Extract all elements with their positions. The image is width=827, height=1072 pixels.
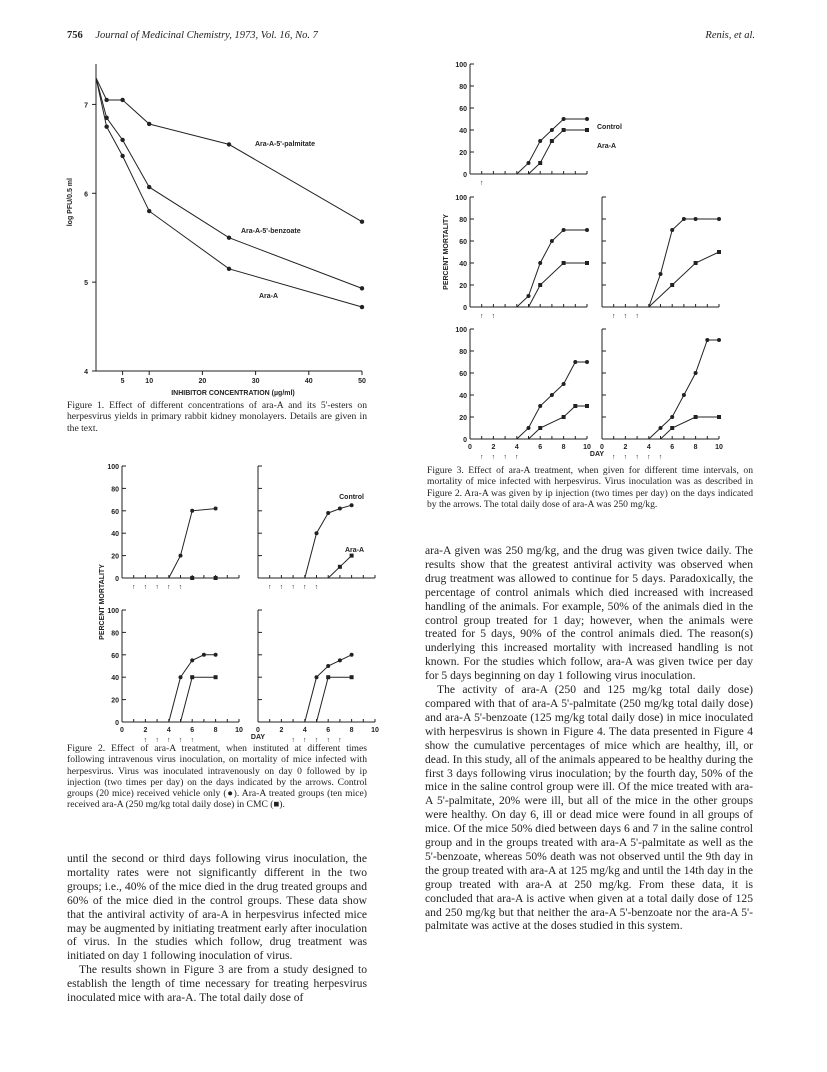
arrow-icon: ↑: [611, 454, 616, 461]
y-tick-label: 100: [455, 195, 467, 202]
x-axis-title: DAY: [250, 734, 266, 741]
y-tick-label: 60: [459, 106, 467, 113]
arrow-icon: ↑: [178, 584, 183, 591]
ara-a-point: [538, 161, 542, 165]
control-line: [649, 340, 719, 439]
x-tick-label: 0: [120, 727, 124, 734]
y-tick-label: 6: [84, 191, 88, 199]
arrow-icon: ↑: [314, 584, 319, 591]
x-axis-title: DAY: [589, 451, 605, 458]
y-tick-label: 100: [107, 464, 119, 471]
x-tick-label: 8: [561, 444, 566, 451]
ara-a-point: [670, 283, 674, 287]
y-tick-label: 40: [459, 261, 467, 268]
control-point: [214, 653, 218, 657]
page-number: 756: [67, 30, 83, 41]
x-tick-label: 4: [166, 727, 171, 734]
arrow-icon: ↑: [479, 454, 484, 461]
arrow-icon: ↑: [503, 454, 507, 461]
arrow-icon: ↑: [291, 584, 295, 591]
x-tick-label: 6: [190, 727, 195, 734]
x-tick-label: 0: [468, 444, 472, 451]
x-tick-label: 10: [235, 727, 243, 734]
ara-a-point: [694, 261, 698, 265]
control-point: [527, 161, 531, 165]
figure-3-chart: [430, 62, 750, 462]
y-tick-label: 80: [459, 84, 467, 91]
y-tick-label: 40: [459, 393, 467, 400]
control-point: [705, 338, 709, 342]
control-point: [338, 658, 342, 662]
control-point: [694, 371, 698, 375]
control-point: [538, 139, 542, 143]
ara-a-point: [694, 415, 698, 419]
arrow-icon: ↑: [326, 737, 330, 744]
data-point: [360, 305, 364, 309]
y-tick-label: 0: [463, 305, 467, 312]
series-label-ara-a: Ara-A: [344, 547, 364, 554]
control-point: [179, 675, 183, 679]
y-tick-label: 20: [459, 150, 467, 157]
control-point: [585, 117, 589, 121]
arrow-icon: ↑: [303, 737, 307, 744]
y-axis-title: PERCENT MORTALITY: [99, 564, 106, 640]
ara-a-point: [190, 576, 194, 580]
control-point: [550, 128, 554, 132]
control-point: [527, 294, 531, 298]
left-column-text: [67, 852, 367, 1005]
series-label-control: Control: [597, 124, 622, 131]
arrow-icon: ↑: [167, 584, 171, 591]
control-point: [682, 393, 686, 397]
x-tick-label: 10: [583, 444, 591, 451]
ara-a-point: [562, 261, 566, 265]
ara-a-point: [562, 128, 566, 132]
ara-a-point: [585, 128, 589, 132]
ara-a-point: [190, 675, 194, 679]
y-tick-label: 0: [463, 437, 467, 444]
y-tick-label: 60: [459, 371, 467, 378]
running-header: [67, 30, 318, 41]
x-tick-label: 50: [358, 378, 366, 385]
figure-3-caption: Figure 3. Effect of ara-A treatment, when given for different time intervals, on mortality of mice infected with herpesvirus. Virus inoculation was as described in Figure 2. Ara-A was given by ip injection (two times per day) on the days indicated by the arrows. The total daily dose of ara-A was 250 mg/kg.: [427, 465, 753, 510]
x-tick-label: 6: [670, 444, 675, 451]
control-point: [717, 338, 721, 342]
ara-a-point: [350, 554, 354, 558]
control-point: [350, 503, 354, 507]
ara-a-line: [649, 252, 719, 307]
y-tick-label: 40: [111, 531, 119, 539]
data-point: [120, 98, 124, 102]
x-tick-label: 8: [693, 444, 698, 451]
arrow-icon: ↑: [338, 737, 342, 744]
control-point: [573, 360, 577, 364]
x-tick-label: 20: [198, 378, 207, 385]
ara-a-point: [562, 415, 566, 419]
y-tick-label: 60: [111, 652, 119, 660]
y-tick-label: 4: [84, 369, 88, 376]
ara-a-point: [538, 283, 542, 287]
control-point: [538, 404, 542, 408]
y-tick-label: 0: [115, 720, 119, 727]
ara-a-point: [670, 426, 674, 430]
control-point: [179, 554, 183, 558]
arrow-icon: ↑: [131, 584, 136, 591]
control-point: [670, 415, 674, 419]
figure-2-caption-lead: Figure 2. Effect of ara-A treatment, when instituted at different times following intravenous virus inoculation, on mortality of mice infected with herpesvirus.: [67, 743, 367, 777]
data-point: [147, 122, 151, 126]
y-axis-title: PERCENT MORTALITY: [443, 214, 450, 290]
x-tick-label: 8: [213, 727, 218, 734]
arrow-icon: ↑: [647, 454, 651, 461]
y-tick-label: 5: [84, 280, 88, 288]
ara-a-point: [214, 576, 218, 580]
series-label: Ara-A: [259, 293, 279, 300]
x-tick-label: 2: [491, 444, 496, 451]
ara-a-point: [326, 675, 330, 679]
control-point: [562, 382, 566, 386]
arrow-icon: ↑: [658, 454, 663, 461]
paragraph: until the second or third days following virus inoculation, the mortality rates were not significantly different in the two groups; i.e., 40% of the mice died in the drug treated groups and 60% of the mice died in the control groups. These data show that the antiviral activity of ara-A in herpesvirus infected mice may be augmented by initiating treatment early after inoculation of virus. In the studies which follow, drug treatment was initiated on day 1 following inoculation of virus.: [67, 852, 367, 963]
control-point: [326, 511, 330, 515]
control-line: [305, 505, 352, 578]
x-tick-label: 2: [143, 727, 148, 734]
arrow-icon: ↑: [314, 737, 319, 744]
y-tick-label: 20: [111, 553, 119, 561]
ara-a-point: [573, 404, 577, 408]
y-tick-label: 40: [111, 675, 119, 683]
running-authors: Renis, et al.: [705, 30, 755, 41]
x-tick-label: 0: [600, 444, 604, 451]
y-tick-label: 80: [459, 349, 467, 356]
data-point: [227, 267, 231, 271]
x-tick-label: 4: [302, 727, 307, 734]
right-column-text: [425, 544, 753, 933]
control-point: [315, 675, 319, 679]
control-point: [694, 217, 698, 221]
x-tick-label: 4: [646, 444, 651, 451]
arrow-icon: ↑: [143, 737, 148, 744]
data-point: [120, 138, 124, 142]
ara-a-point: [214, 675, 218, 679]
ara-a-point: [585, 404, 589, 408]
arrow-icon: ↑: [479, 313, 484, 320]
control-point: [326, 664, 330, 668]
x-tick-label: 5: [120, 378, 125, 385]
arrow-icon: ↑: [635, 454, 639, 461]
y-tick-label: 100: [455, 327, 467, 334]
x-tick-label: 6: [326, 727, 331, 734]
y-tick-label: 20: [459, 283, 467, 290]
ara-a-line: [529, 130, 588, 174]
y-tick-label: 0: [463, 172, 467, 179]
x-tick-label: 2: [623, 444, 628, 451]
data-point: [227, 142, 231, 146]
ara-a-point: [717, 250, 721, 254]
data-point: [360, 220, 364, 224]
ara-a-point: [350, 675, 354, 679]
y-tick-label: 80: [459, 217, 467, 224]
control-point: [585, 360, 589, 364]
paragraph: The activity of ara-A (250 and 125 mg/kg total daily dose) compared with that of ara-A 5'-palmitate (250 mg/kg total daily dose) and ara-A 5'-benzoate (125 mg/kg total daily dose) in mice inoculated with herpesvirus is shown in Figure 4. The data presented in Figure 4 show the cumulative percentages of mice which are healthy, ill, or dead. In this study, all of the animals appeared to be healthy during the first 3 days following virus inoculation; by the fourth day, 50% of the mice in the saline control group were ill. Of the mice treated with ara-A 5'-palmitate, 20% were ill, but all of the mice in the other groups were healthy. On day 6, ill or dead mice were found in all groups of mice. Of the mice 50% died between days 6 and 7 in the saline control group and in the groups treated with ara-A 5'-palmitate as well as the 5'-benzoate, whereas 50% death was not observed until the 9th day in the group treated with ara-A at 125 mg/kg and until the 14th day in the group treated with ara-A at 250 mg/kg. From these data, it is concluded that ara-A is active when given at a total daily dose of 125 and 250 mg/kg but that neither the ara-A 5'-benzoate nor the ara-A 5'-palmitate was active at the doses studied in this system.: [425, 683, 753, 933]
control-line: [649, 219, 719, 307]
arrow-icon: ↑: [479, 180, 484, 187]
x-tick-label: 0: [256, 727, 260, 734]
control-point: [190, 509, 194, 513]
series-label-control: Control: [339, 494, 364, 501]
ara-a-line: [529, 263, 588, 307]
control-line: [517, 119, 587, 174]
data-point: [227, 236, 231, 240]
y-tick-label: 20: [459, 415, 467, 422]
series-label-ara-a: Ara-A: [597, 143, 617, 150]
ara-a-point: [538, 426, 542, 430]
y-tick-label: 80: [111, 486, 119, 494]
x-axis-title: INHIBITOR CONCENTRATION (µg/ml): [171, 390, 295, 397]
x-tick-label: 40: [304, 378, 313, 385]
y-tick-label: 100: [455, 62, 467, 69]
y-tick-label: 20: [111, 697, 119, 705]
data-point: [147, 209, 151, 213]
ara-a-point: [550, 139, 554, 143]
control-point: [659, 426, 663, 430]
arrow-icon: ↑: [623, 313, 628, 320]
figure-1-chart: [60, 50, 380, 397]
series-label: Ara-A-5'-palmitate: [255, 141, 316, 148]
control-line: [169, 509, 216, 578]
control-line: [169, 655, 216, 722]
control-point: [562, 117, 566, 121]
arrow-icon: ↑: [267, 584, 272, 591]
control-point: [562, 228, 566, 232]
x-tick-label: 30: [251, 378, 260, 385]
y-axis-title: log PFU/0.5 ml: [67, 178, 74, 227]
y-tick-label: 40: [459, 128, 467, 135]
control-point: [717, 217, 721, 221]
series-line: [96, 78, 362, 222]
series-label: Ara-A-5'-benzoate: [241, 228, 301, 235]
y-tick-label: 60: [111, 508, 119, 516]
arrow-icon: ↑: [155, 584, 159, 591]
control-point: [214, 507, 218, 511]
control-point: [682, 217, 686, 221]
arrow-icon: ↑: [178, 737, 183, 744]
paragraph: ara-A given was 250 mg/kg, and the drug was given twice daily. The results show that the greatest antiviral activity was observed when drug treatment was allowed to continue for 5 days. Paradoxically, the percentage of control animals which died increased with increased handling of the animals. For example, 50% of the animals died in the control group treated for 1 day; however, when the animals were treated for 5 days, 90% of the control animals died. The reason(s) underlying this increased mortality with increased handling is not known. For the studies which follow, ara-A was given twice per day for 5 days beginning on day 1 following virus inoculation.: [425, 544, 753, 683]
arrow-icon: ↑: [279, 584, 284, 591]
control-point: [338, 507, 342, 511]
arrow-icon: ↑: [291, 737, 295, 744]
arrow-icon: ↑: [190, 737, 194, 744]
control-point: [350, 653, 354, 657]
ara-a-point: [338, 565, 342, 569]
x-tick-label: 10: [371, 727, 379, 734]
x-tick-label: 8: [349, 727, 354, 734]
x-tick-label: 6: [538, 444, 543, 451]
data-point: [360, 286, 364, 290]
arrow-icon: ↑: [623, 454, 628, 461]
control-point: [659, 272, 663, 276]
figure-1-caption: Figure 1. Effect of different concentrations of ara-A and its 5'-esters on herpesvirus yields in primary rabbit kidney monolayers. Details are given in the text.: [67, 400, 367, 434]
arrow-icon: ↑: [491, 313, 496, 320]
ara-a-point: [717, 415, 721, 419]
control-point: [527, 426, 531, 430]
arrow-icon: ↑: [611, 313, 616, 320]
x-tick-label: 2: [279, 727, 284, 734]
arrow-icon: ↑: [635, 313, 639, 320]
arrow-icon: ↑: [167, 737, 171, 744]
figure-2-caption: [67, 743, 367, 811]
x-tick-label: 10: [715, 444, 723, 451]
y-tick-label: 80: [111, 630, 119, 638]
figure-2-caption-rest: Virus was inoculated intravenously on day 0 followed by ip injection (two times per day) on the days indicated by the arrows. Control groups (20 mice) received vehicle only (●). Ara-A treated groups (ten mice) received ara-A (250 mg/kg total daily dose) in CMC (■).: [67, 765, 367, 811]
ara-a-line: [317, 677, 352, 722]
figure-2-chart: [90, 462, 390, 744]
paragraph: The results shown in Figure 3 are from a study designed to establish the length of time necessary for treating herpesvirus inoculated mice with ara-A. The total daily dose of: [67, 963, 367, 1005]
control-point: [315, 531, 319, 535]
arrow-icon: ↑: [515, 454, 519, 461]
data-point: [120, 154, 124, 158]
control-point: [585, 228, 589, 232]
data-point: [147, 185, 151, 189]
arrow-icon: ↑: [303, 584, 307, 591]
journal-citation: Journal of Medicinal Chemistry, 1973, Vol. 16, No. 7: [95, 30, 318, 41]
ara-a-point: [585, 261, 589, 265]
control-point: [670, 228, 674, 232]
data-point: [104, 124, 108, 128]
arrow-icon: ↑: [491, 454, 496, 461]
y-tick-label: 60: [459, 239, 467, 246]
y-tick-label: 7: [84, 102, 88, 110]
control-point: [550, 239, 554, 243]
arrow-icon: ↑: [155, 737, 159, 744]
x-tick-label: 10: [145, 378, 154, 385]
x-tick-label: 4: [514, 444, 519, 451]
control-point: [202, 653, 206, 657]
control-point: [190, 658, 194, 662]
data-point: [104, 98, 108, 102]
arrow-icon: ↑: [143, 584, 148, 591]
ara-a-line: [181, 677, 216, 722]
control-point: [550, 393, 554, 397]
control-point: [538, 261, 542, 265]
y-tick-label: 100: [107, 608, 119, 615]
y-tick-label: 0: [115, 576, 119, 583]
